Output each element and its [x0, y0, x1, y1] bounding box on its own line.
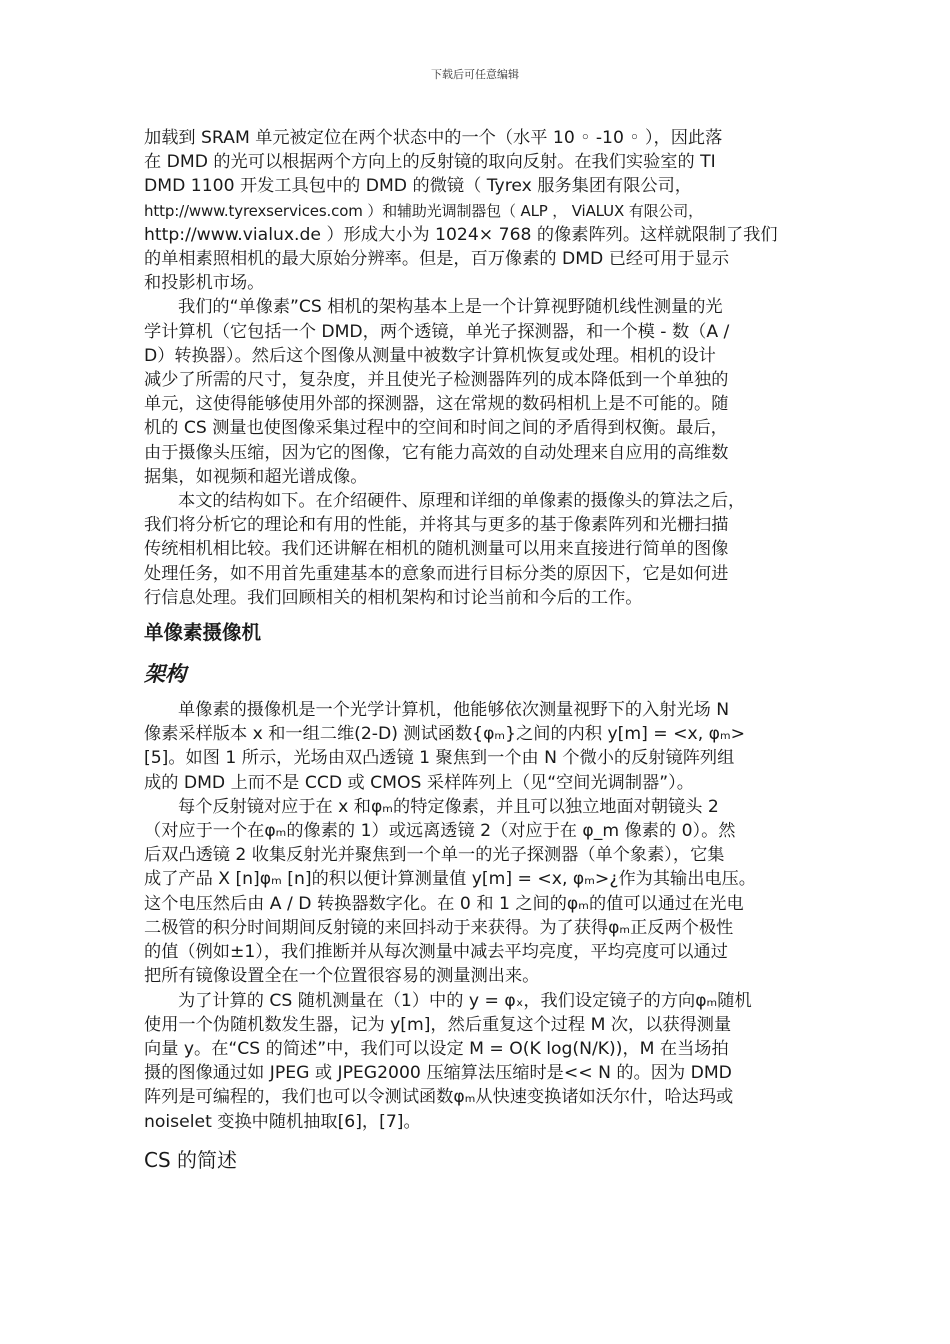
paragraph-intro-dmd	[144, 126, 808, 295]
text-line: 的值（例如±1），我们推断并从每次测量中减去平均亮度，平均亮度可以通过	[144, 942, 728, 963]
text-line: 学计算机（它包括一个 DMD，两个透镜，单光子探测器，和一个模 - 数（A /	[144, 321, 730, 342]
text-line: 在 DMD 的光可以根据两个方向上的反射镜的取向反射。在我们实验室的 TI	[144, 152, 716, 173]
page-header: 下载后可任意编辑	[431, 68, 519, 81]
text-line: 把所有镜像设置全在一个位置很容易的测量测出来。	[144, 966, 540, 987]
text-line: （对应于一个在φₘ的像素的 1）或远离透镜 2（对应于在 φ_m 像素的 0）。然	[144, 821, 736, 842]
text-line: 像素采样版本 x 和一组二维(2-D) 测试函数{φₘ}之间的内积 y[m] = <x, φₘ>	[144, 724, 746, 745]
document-body	[144, 126, 808, 1174]
paragraph-structure	[144, 489, 808, 610]
text-line: 阵列是可编程的，我们也可以令测试函数φₘ从快速变换诸如沃尔什，哈达玛或	[144, 1087, 734, 1108]
text-line: 据集，如视频和超光谱成像。	[144, 466, 368, 487]
paragraph-random-measure	[144, 989, 808, 1134]
text-line: 的单相素照相机的最大原始分辨率。但是，百万像素的 DMD 已经可用于显示	[144, 249, 730, 270]
text-line: 单像素的摄像机是一个光学计算机，他能够依次测量视野下的入射光场 N	[178, 700, 730, 721]
text-line: 本文的结构如下。在介绍硬件、原理和详细的单像素的摄像头的算法之后，	[178, 491, 746, 512]
text-line: 我们的“单像素”CS 相机的架构基本上是一个计算视野随机线性测量的光	[178, 297, 723, 318]
text-line: 二极管的积分时间期间反射镜的来回抖动于来获得。为了获得φₘ正反两个极性	[144, 917, 734, 938]
text-line: 为了计算的 CS 随机测量在（1）中的 y = φₓ，我们设定镜子的方向φₘ随机	[178, 990, 752, 1011]
text-line: 机的 CS 测量也使图像采集过程中的空间和时间之间的矛盾得到权衡。最后，	[144, 418, 728, 439]
text-line: 加载到 SRAM 单元被定位在两个状态中的一个（水平 10 ◦ -10 ◦ ），因此落	[144, 128, 723, 148]
text-line: http://www.tyrexservices.com ）和辅助光调制器包（ ALP ， ViALUX 有限公司，	[144, 201, 703, 220]
text-line: DMD 1100 开发工具包中的 DMD 的微镜（ Tyrex 服务集团有限公司，	[144, 176, 692, 197]
text-line: 处理任务，如不用首先重建基本的意象而进行目标分类的原因下，它是如何进	[144, 563, 729, 584]
paragraph-mirror	[144, 795, 808, 989]
text-line: 摄的图像通过如 JPEG 或 JPEG2000 压缩算法压缩时是<< N 的。因为 DMD	[144, 1063, 732, 1084]
text-line: 每个反射镜对应于在 x 和φₘ的特定像素，并且可以独立地面对朝镜头 2	[178, 796, 719, 817]
text-line: 传统相机相比较。我们还讲解在相机的随机测量可以用来直接进行简单的图像	[144, 539, 729, 560]
paragraph-single-pixel	[144, 698, 808, 795]
text-line: 这个电压然后由 A / D 转换器数字化。在 0 和 1 之间的φₘ的值可以通过在光电	[144, 893, 744, 914]
subsection-heading: 架构	[144, 662, 186, 687]
text-line: 行信息处理。我们回顾相关的相机架构和讨论当前和今后的工作。	[144, 587, 643, 608]
section-heading: 单像素摄像机	[144, 621, 262, 645]
text-line: 成的 DMD 上而不是 CCD 或 CMOS 采样阵列上（见“空间光调制器”）。	[144, 772, 694, 793]
text-line: noiselet 变换中随机抽取[6]，[7]。	[144, 1111, 421, 1132]
text-line: 由于摄像头压缩，因为它的图像，它有能力高效的自动处理来自应用的高维数	[144, 442, 729, 463]
text-line: 和投影机市场。	[144, 273, 265, 294]
text-line: 使用一个伪随机数发生器，记为 y[m]，然后重复这个过程 M 次，以获得测量	[144, 1014, 732, 1035]
paragraph-camera-architecture	[144, 295, 808, 489]
text-line: 减少了所需的尺寸，复杂度，并且使光子检测器阵列的成本降低到一个单独的	[144, 370, 729, 391]
text-line: [5]。如图 1 所示，光场由双凸透镜 1 聚焦到一个由 N 个微小的反射镜阵列组	[144, 748, 735, 769]
text-line: 我们将分析它的理论和有用的性能，并将其与更多的基于像素阵列和光栅扫描	[144, 515, 729, 536]
text-line: 成了产品 X [n]φₘ [n]的积以便计算测量值 y[m] = <x, φₘ>¿作为其输出电压。	[144, 869, 756, 890]
text-line: 后双凸透镜 2 收集反射光并聚焦到一个单一的光子探测器（单个象素），它集	[144, 845, 725, 866]
text-line: http://www.vialux.de ）形成大小为 1024× 768 的像素阵列。这样就限制了我们	[144, 224, 778, 245]
text-line: D）转换器）。然后这个图像从测量中被数字计算机恢复或处理。相机的设计	[144, 345, 716, 366]
text-line: 向量 y。在“CS 的简述”中，我们可以设定 M = O(K log(N/K))，M 在当场拍	[144, 1038, 729, 1059]
text-line: 单元，这使得能够使用外部的探测器，这在常规的数码相机上是不可能的。随	[144, 394, 729, 415]
subsection-heading-cs: CS 的简述	[144, 1147, 238, 1172]
